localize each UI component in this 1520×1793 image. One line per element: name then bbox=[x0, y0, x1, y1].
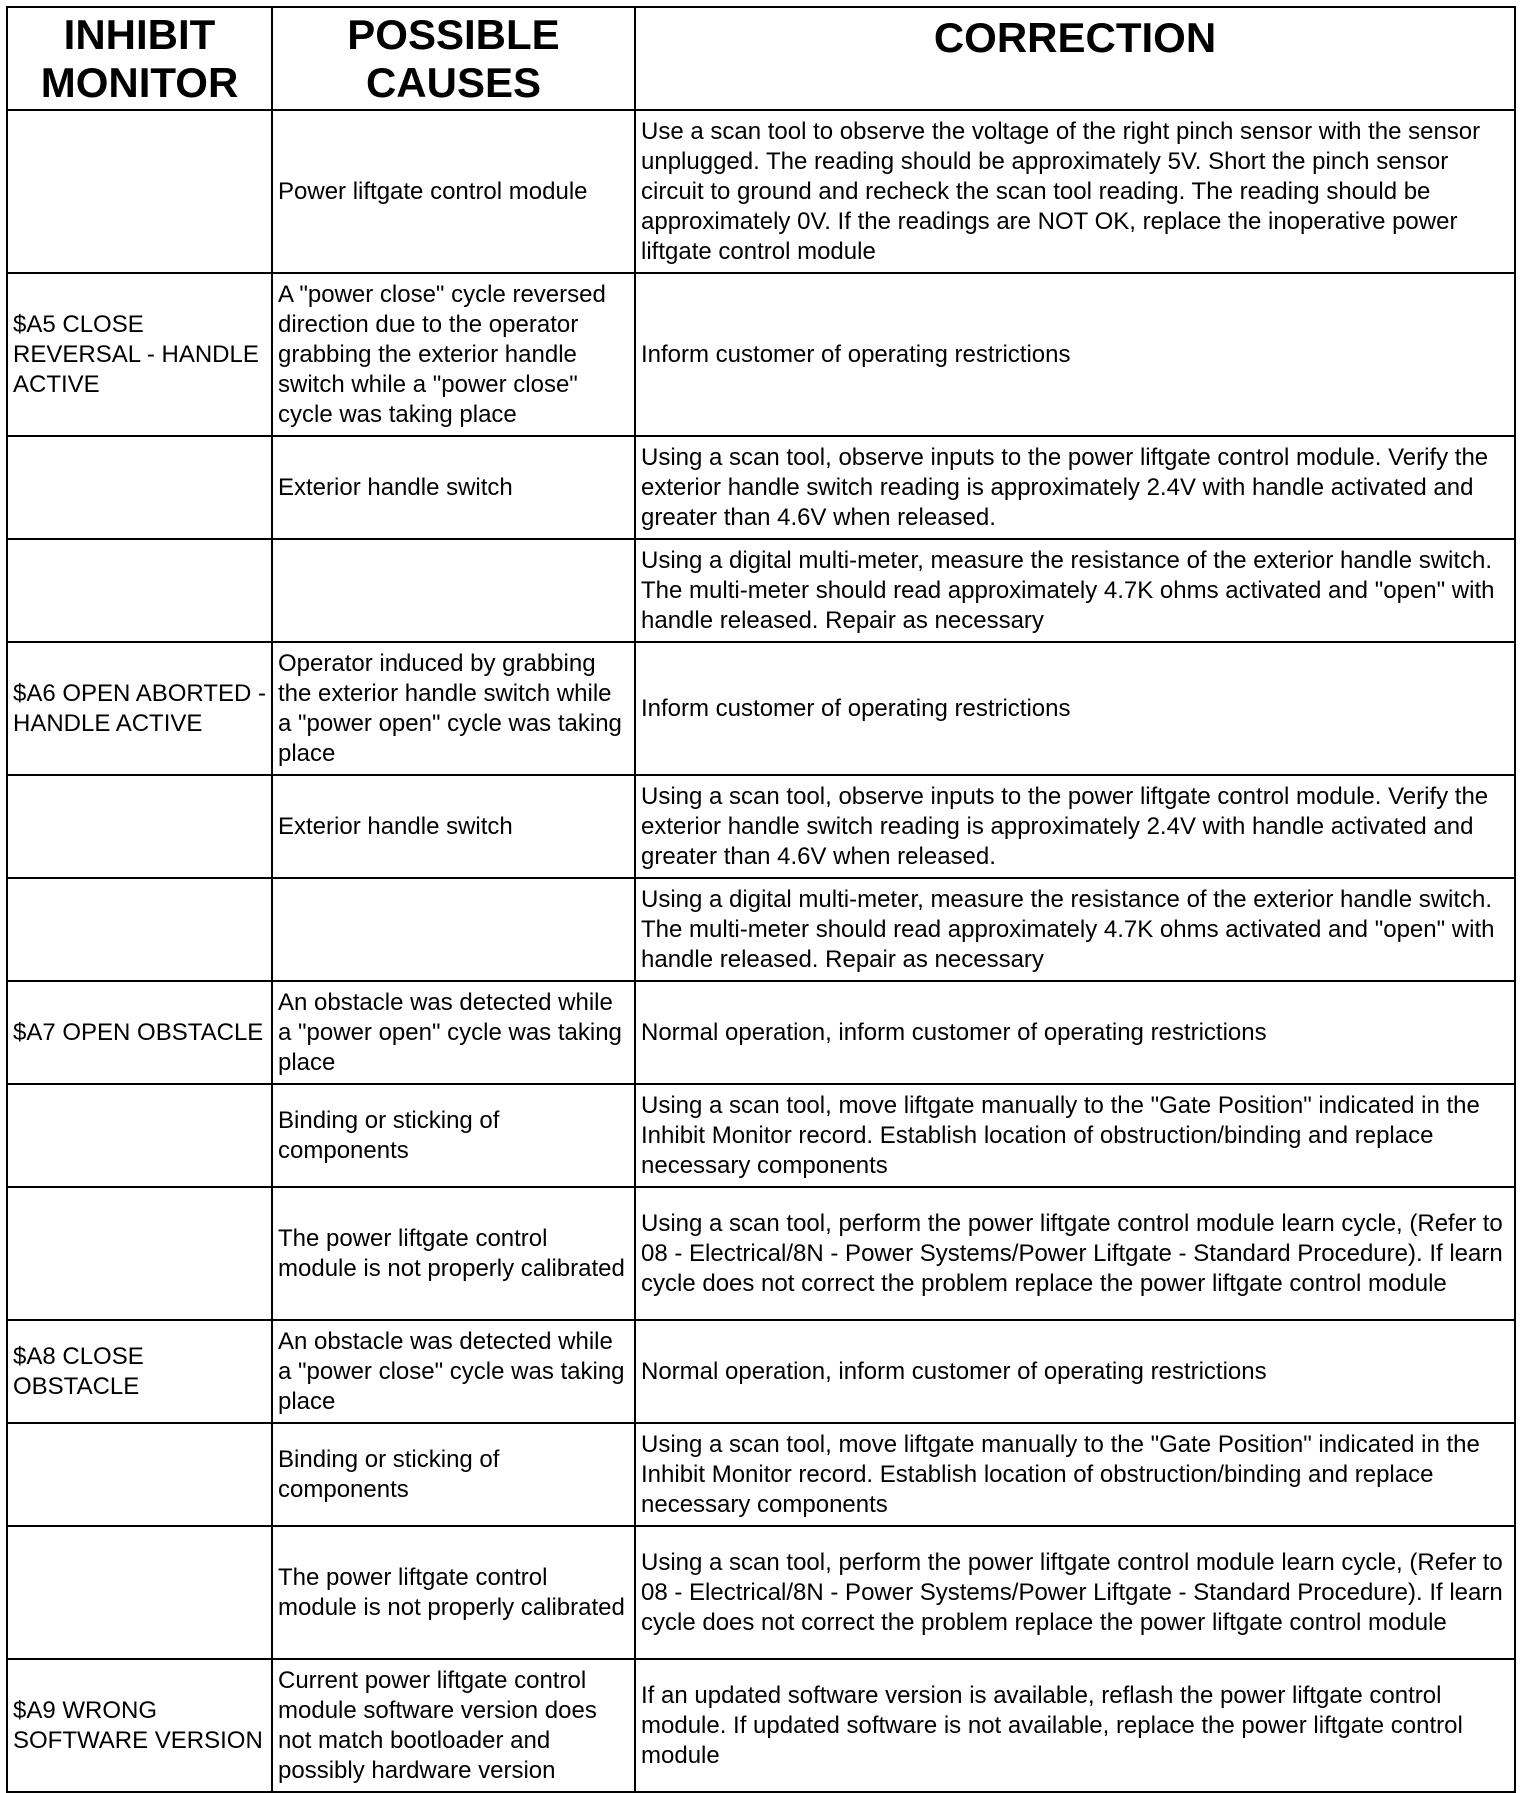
monitor-cell: $A5 CLOSE REVERSAL - HANDLE ACTIVE bbox=[7, 273, 272, 436]
header-possible-causes-line1: POSSIBLE bbox=[347, 10, 560, 58]
cause-cell bbox=[272, 539, 635, 642]
cause-cell: Binding or sticking of components bbox=[272, 1084, 635, 1187]
correction-cell: Using a digital multi-meter, measure the resistance of the exterior handle switch. The multi-meter should read approximately 4.7K ohms activated and "open" with handle released. Repair as necessary bbox=[635, 878, 1515, 981]
monitor-cell: $A7 OPEN OBSTACLE bbox=[7, 981, 272, 1084]
table-row bbox=[7, 775, 1515, 878]
cause-cell: An obstacle was detected while a "power close" cycle was taking place bbox=[272, 1320, 635, 1423]
table-row bbox=[7, 1084, 1515, 1187]
monitor-cell: $A6 OPEN ABORTED - HANDLE ACTIVE bbox=[7, 642, 272, 775]
table-row bbox=[7, 1423, 1515, 1526]
header-correction: CORRECTION bbox=[635, 7, 1515, 110]
monitor-cell: $A9 WRONG SOFTWARE VERSION bbox=[7, 1659, 272, 1792]
correction-cell: Using a scan tool, observe inputs to the power liftgate control module. Verify the exterior handle switch reading is approximately 2.4V with handle activated and greater than 4.6V when released. bbox=[635, 436, 1515, 539]
cause-cell: Current power liftgate control module software version does not match bootloader and possibly hardware version bbox=[272, 1659, 635, 1792]
table-row bbox=[7, 110, 1515, 273]
header-possible-causes bbox=[272, 7, 635, 110]
header-inhibit-monitor-line1: INHIBIT bbox=[63, 10, 216, 58]
table-row bbox=[7, 1526, 1515, 1659]
cause-cell: The power liftgate control module is not properly calibrated bbox=[272, 1526, 635, 1659]
correction-cell: Using a digital multi-meter, measure the resistance of the exterior handle switch. The multi-meter should read approximately 4.7K ohms activated and "open" with handle released. Repair as necessary bbox=[635, 539, 1515, 642]
cause-cell: Binding or sticking of components bbox=[272, 1423, 635, 1526]
table-row bbox=[7, 1187, 1515, 1320]
header-possible-causes-line2: CAUSES bbox=[365, 58, 542, 106]
cause-cell: Operator induced by grabbing the exterior handle switch while a "power open" cycle was taking place bbox=[272, 642, 635, 775]
table-row bbox=[7, 539, 1515, 642]
table-row bbox=[7, 878, 1515, 981]
correction-cell: Using a scan tool, observe inputs to the power liftgate control module. Verify the exterior handle switch reading is approximately 2.4V with handle activated and greater than 4.6V when released. bbox=[635, 775, 1515, 878]
correction-cell: If an updated software version is available, reflash the power liftgate control module. If updated software is not available, replace the power liftgate control module bbox=[635, 1659, 1515, 1792]
correction-cell: Using a scan tool, perform the power liftgate control module learn cycle, (Refer to 08 - Electrical/8N - Power Systems/Power Liftgate - Standard Procedure). If learn cycle does not correct the problem replace the power liftgate control module bbox=[635, 1187, 1515, 1320]
cause-cell bbox=[272, 878, 635, 981]
cause-cell: Exterior handle switch bbox=[272, 436, 635, 539]
header-row bbox=[7, 7, 1515, 110]
monitor-cell bbox=[7, 1187, 272, 1320]
table-row bbox=[7, 642, 1515, 775]
cause-cell: The power liftgate control module is not properly calibrated bbox=[272, 1187, 635, 1320]
correction-cell: Using a scan tool, perform the power liftgate control module learn cycle, (Refer to 08 - Electrical/8N - Power Systems/Power Liftgate - Standard Procedure). If learn cycle does not correct the problem replace the power liftgate control module bbox=[635, 1526, 1515, 1659]
monitor-cell bbox=[7, 1526, 272, 1659]
table-row bbox=[7, 981, 1515, 1084]
monitor-cell bbox=[7, 110, 272, 273]
monitor-cell bbox=[7, 1423, 272, 1526]
diagnostic-table bbox=[6, 6, 1516, 1793]
monitor-cell bbox=[7, 878, 272, 981]
header-inhibit-monitor-line2: MONITOR bbox=[40, 58, 239, 106]
monitor-cell: $A8 CLOSE OBSTACLE bbox=[7, 1320, 272, 1423]
monitor-cell bbox=[7, 436, 272, 539]
table-row bbox=[7, 273, 1515, 436]
cause-cell: Power liftgate control module bbox=[272, 110, 635, 273]
header-inhibit-monitor bbox=[7, 7, 272, 110]
monitor-cell bbox=[7, 539, 272, 642]
cause-cell: A "power close" cycle reversed direction due to the operator grabbing the exterior handle switch while a "power close" cycle was taking place bbox=[272, 273, 635, 436]
monitor-cell bbox=[7, 1084, 272, 1187]
correction-cell: Using a scan tool, move liftgate manually to the "Gate Position" indicated in the Inhibit Monitor record. Establish location of obstruction/binding and replace necessary components bbox=[635, 1423, 1515, 1526]
cause-cell: Exterior handle switch bbox=[272, 775, 635, 878]
cause-cell: An obstacle was detected while a "power open" cycle was taking place bbox=[272, 981, 635, 1084]
correction-cell: Use a scan tool to observe the voltage of the right pinch sensor with the sensor unplugged. The reading should be approximately 5V. Short the pinch sensor circuit to ground and recheck the scan tool reading. The reading should be approximately 0V. If the readings are NOT OK, replace the inoperative power liftgate control module bbox=[635, 110, 1515, 273]
table-row bbox=[7, 1659, 1515, 1792]
correction-cell: Using a scan tool, move liftgate manually to the "Gate Position" indicated in the Inhibit Monitor record. Establish location of obstruction/binding and replace necessary components bbox=[635, 1084, 1515, 1187]
correction-cell: Inform customer of operating restrictions bbox=[635, 642, 1515, 775]
table-row bbox=[7, 1320, 1515, 1423]
correction-cell: Normal operation, inform customer of operating restrictions bbox=[635, 981, 1515, 1084]
monitor-cell bbox=[7, 775, 272, 878]
table-row bbox=[7, 436, 1515, 539]
correction-cell: Normal operation, inform customer of operating restrictions bbox=[635, 1320, 1515, 1423]
correction-cell: Inform customer of operating restrictions bbox=[635, 273, 1515, 436]
